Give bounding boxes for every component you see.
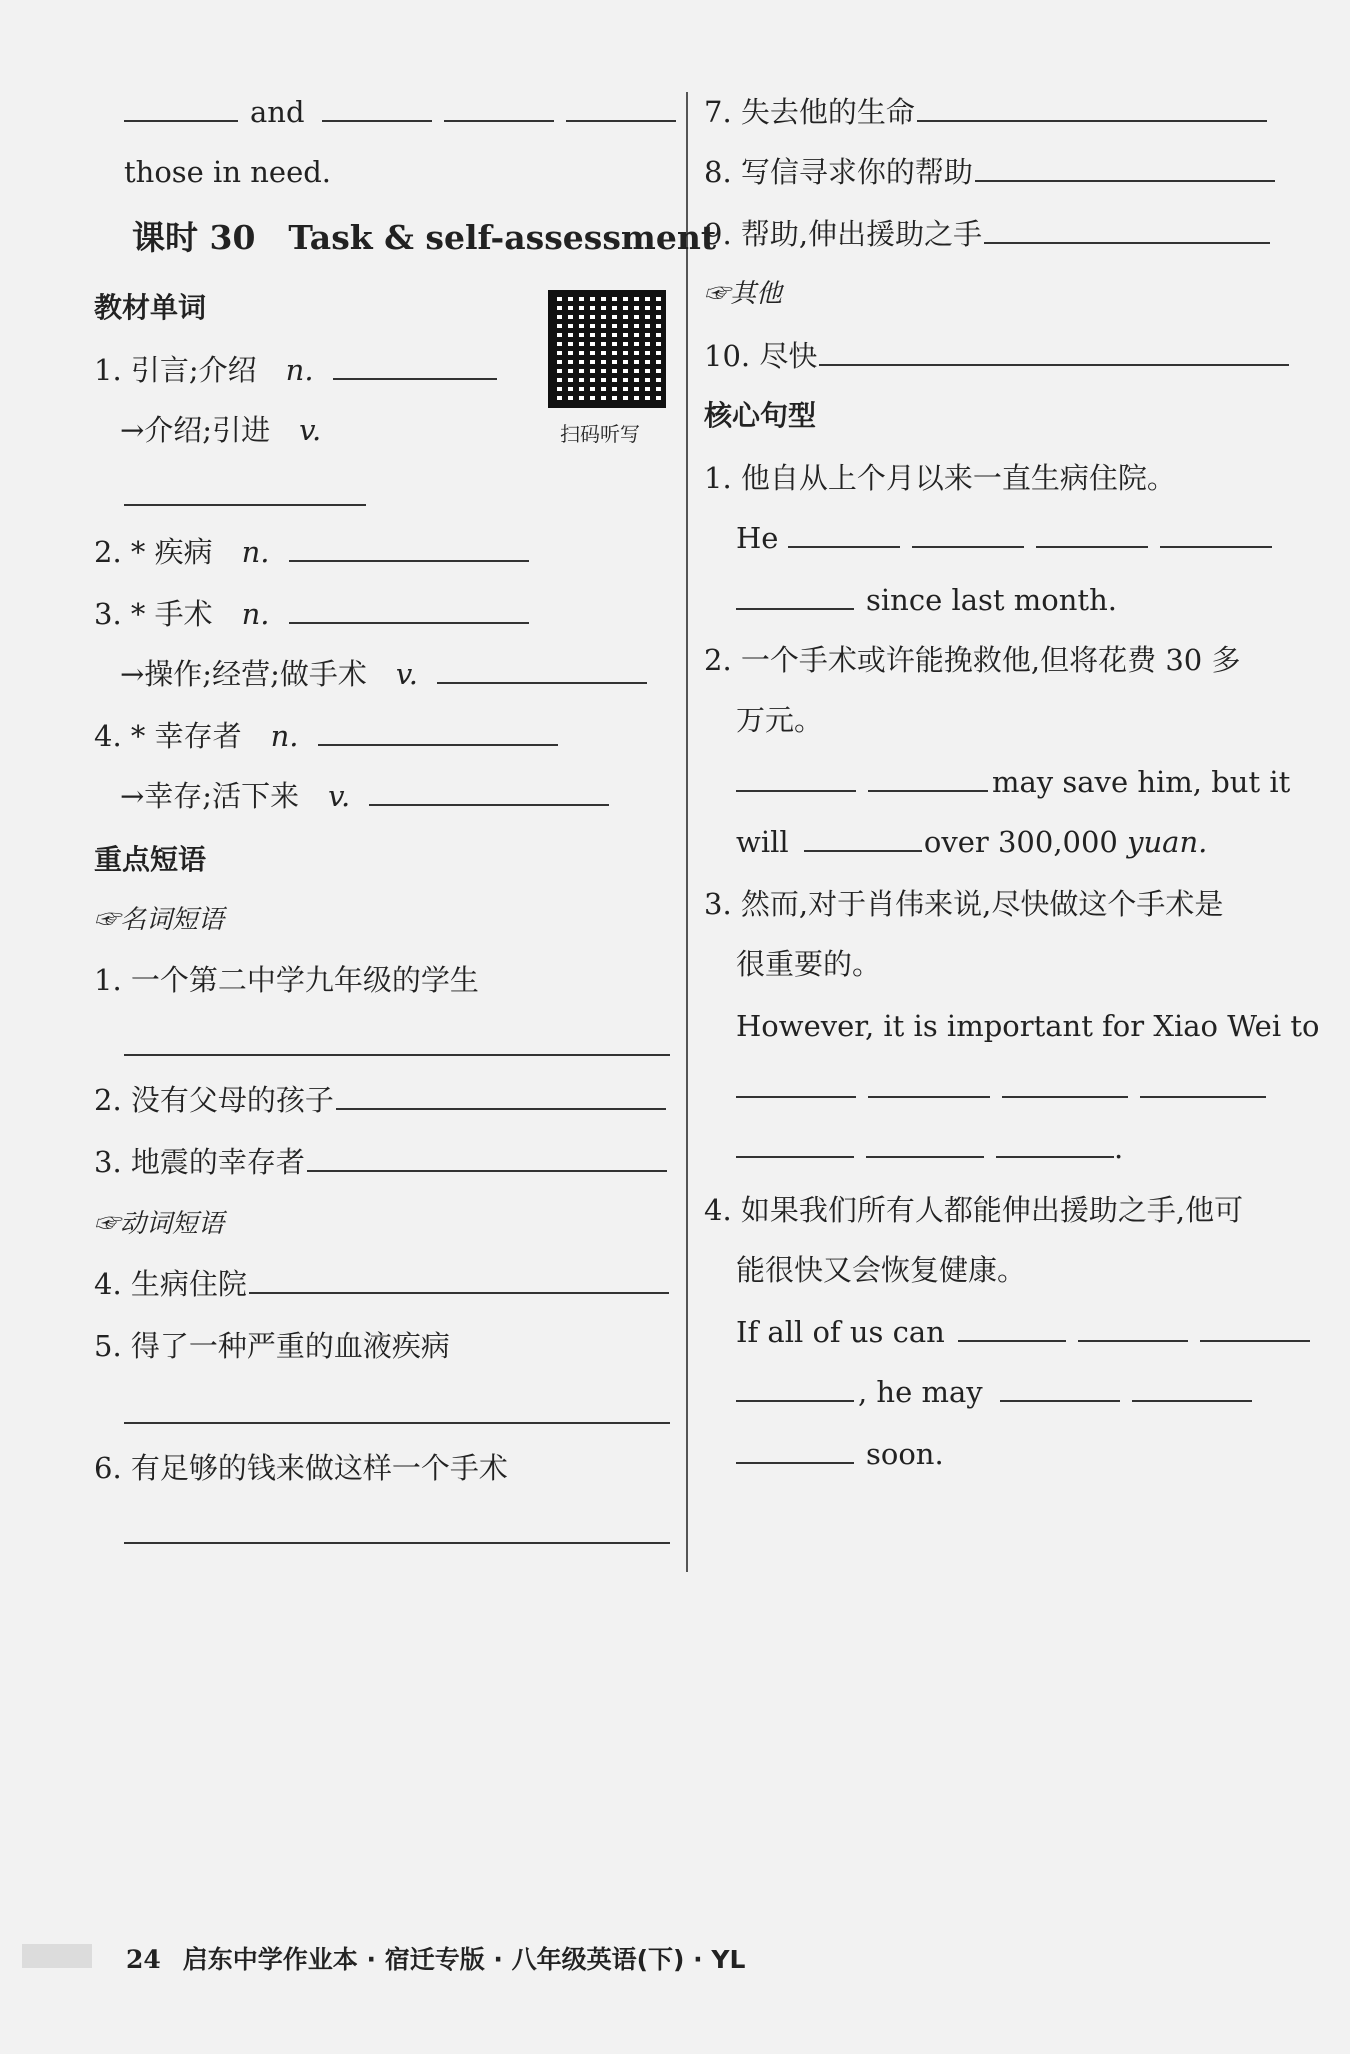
- sentence-text: If all of us can: [736, 1315, 945, 1349]
- column-divider: [686, 92, 688, 1572]
- phrase-prompt: 10. 尽快: [704, 339, 818, 373]
- answer-blank[interactable]: [336, 1080, 666, 1110]
- section-heading-sentences: 核心句型: [704, 399, 817, 432]
- answer-blank[interactable]: [124, 92, 238, 122]
- vocab-prompt: →操作;经营;做手术: [120, 657, 396, 691]
- part-of-speech: v.: [328, 779, 351, 813]
- phrase-item-7: [704, 92, 1279, 132]
- answer-blank[interactable]: [249, 1264, 669, 1294]
- answer-blank[interactable]: [124, 504, 366, 506]
- part-of-speech: v.: [299, 413, 322, 447]
- answer-blank[interactable]: [996, 1128, 1114, 1158]
- subsection-verb-phrases: ☞动词短语: [94, 1209, 225, 1239]
- answer-blank[interactable]: [1078, 1312, 1188, 1342]
- answer-blank[interactable]: [1132, 1372, 1252, 1402]
- answer-blank[interactable]: [322, 92, 432, 122]
- vocab-prompt: →幸存;活下来: [120, 779, 329, 813]
- vocab-prompt: 2. * 疾病: [94, 535, 242, 569]
- sentence-3-blanks-row-1: [736, 1068, 1266, 1108]
- answer-blank[interactable]: [1000, 1372, 1120, 1402]
- answer-blank[interactable]: [736, 1068, 856, 1098]
- sentence-1-english: [736, 518, 1272, 558]
- answer-blank[interactable]: [917, 92, 1267, 122]
- answer-blank[interactable]: [866, 1128, 984, 1158]
- sentence-text: , he may: [858, 1375, 983, 1409]
- phrase-item-2: [94, 1080, 678, 1120]
- vocab-prompt: 4. * 幸存者: [94, 719, 271, 753]
- answer-blank[interactable]: [1140, 1068, 1266, 1098]
- page-number: 24: [126, 1945, 161, 1974]
- sentence-1-english-end: [736, 580, 1117, 620]
- answer-blank[interactable]: [444, 92, 554, 122]
- answer-blank[interactable]: [868, 1068, 990, 1098]
- sentence-2-english-end: [736, 822, 1207, 862]
- sentence-2-english: [736, 762, 1290, 802]
- part-of-speech: n.: [270, 719, 299, 753]
- answer-blank[interactable]: [984, 214, 1270, 244]
- sentence-4-english: [736, 1312, 1310, 1352]
- answer-blank[interactable]: [958, 1312, 1066, 1342]
- qr-caption: 扫码听写: [560, 422, 640, 446]
- answer-blank[interactable]: [124, 1542, 670, 1544]
- sentence-text: will: [736, 825, 789, 859]
- answer-blank[interactable]: [437, 654, 647, 684]
- answer-blank[interactable]: [736, 580, 854, 610]
- book-title: 启东中学作业本 · 宿迁专版 · 八年级英语(下) · YL: [182, 1945, 746, 1974]
- phrase-item-9: [704, 214, 1282, 254]
- answer-blank[interactable]: [819, 336, 1289, 366]
- answer-blank[interactable]: [1200, 1312, 1310, 1342]
- sentence-4-english-end: [736, 1434, 944, 1474]
- vocab-item-1-derived: [120, 410, 321, 450]
- sentence-text: soon.: [866, 1437, 944, 1471]
- answer-blank[interactable]: [736, 762, 856, 792]
- phrase-prompt: 7. 失去他的生命: [704, 95, 915, 129]
- answer-blank[interactable]: [333, 350, 497, 380]
- sentence-3-chinese: 3. 然而,对于肖伟来说,尽快做这个手术是: [704, 887, 1224, 921]
- answer-blank[interactable]: [289, 594, 529, 624]
- sentence-text: .: [1114, 1131, 1124, 1165]
- phrase-item-8: [704, 152, 1287, 192]
- vocab-item-3: [94, 594, 541, 634]
- answer-blank[interactable]: [124, 1422, 670, 1424]
- sentence-4-chinese: 4. 如果我们所有人都能伸出援助之手,他可: [704, 1193, 1244, 1227]
- vocab-item-2: [94, 532, 541, 572]
- phrase-item-1: 1. 一个第二中学九年级的学生: [94, 963, 479, 997]
- sentence-1-chinese: 1. 他自从上个月以来一直生病住院。: [704, 461, 1176, 495]
- vocab-item-3-derived: [120, 654, 659, 694]
- vocab-item-4: [94, 716, 570, 756]
- answer-blank[interactable]: [566, 92, 676, 122]
- subsection-other: ☞其他: [704, 279, 783, 309]
- section-heading-phrases: 重点短语: [94, 843, 207, 876]
- vocab-prompt: 3. * 手术: [94, 597, 242, 631]
- part-of-speech: n.: [241, 535, 270, 569]
- lesson-title: 课时 30 Task & self-assessment: [132, 218, 717, 257]
- answer-blank[interactable]: [736, 1128, 854, 1158]
- phrase-prompt: 9. 帮助,伸出援助之手: [704, 217, 983, 251]
- page-footer: [126, 1940, 745, 1976]
- part-of-speech: n.: [241, 597, 270, 631]
- answer-blank[interactable]: [804, 822, 922, 852]
- vocab-prompt: 1. 引言;介绍: [94, 353, 286, 387]
- part-of-speech: n.: [285, 353, 314, 387]
- sentence-text: yuan.: [1127, 825, 1208, 859]
- sentence-4-english-mid: [736, 1372, 1264, 1412]
- phrase-item-4: [94, 1264, 681, 1304]
- sentence-text: since last month.: [866, 583, 1117, 617]
- answer-blank[interactable]: [1002, 1068, 1128, 1098]
- phrase-prompt: 3. 地震的幸存者: [94, 1145, 305, 1179]
- phrase-item-10: [704, 336, 1301, 376]
- answer-blank[interactable]: [1036, 518, 1148, 548]
- answer-blank[interactable]: [1160, 518, 1272, 548]
- subsection-noun-phrases: ☞名词短语: [94, 905, 225, 935]
- sentence-text: may save him, but it: [992, 765, 1291, 799]
- vocab-item-4-derived: [120, 776, 621, 816]
- answer-blank[interactable]: [975, 152, 1275, 182]
- sentence-2-chinese-cont: 万元。: [736, 703, 824, 737]
- sentence-3-chinese-cont: 很重要的。: [736, 947, 882, 981]
- vocab-item-1: [94, 350, 509, 390]
- phrase-prompt: 4. 生病住院: [94, 1267, 247, 1301]
- answer-blank[interactable]: [318, 716, 558, 746]
- section-heading-vocab: 教材单词: [94, 291, 207, 324]
- and-text: and: [250, 95, 305, 129]
- sentence-text: He: [736, 521, 779, 555]
- sentence-3-blanks-row-2: [736, 1128, 1123, 1168]
- answer-blank[interactable]: [736, 1434, 854, 1464]
- phrase-item-3: [94, 1142, 679, 1182]
- vocab-prompt: →介绍;引进: [120, 413, 300, 447]
- phrase-item-6: 6. 有足够的钱来做这样一个手术: [94, 1451, 508, 1485]
- sentence-4-chinese-cont: 能很快又会恢复健康。: [736, 1253, 1027, 1287]
- sentence-2-chinese: 2. 一个手术或许能挽救他,但将花费 30 多: [704, 643, 1241, 677]
- continued-line: [124, 92, 688, 132]
- answer-blank[interactable]: [289, 532, 529, 562]
- phrase-prompt: 8. 写信寻求你的帮助: [704, 155, 973, 189]
- answer-blank[interactable]: [912, 518, 1024, 548]
- phrase-prompt: 2. 没有父母的孩子: [94, 1083, 334, 1117]
- qr-code[interactable]: [548, 290, 666, 408]
- answer-blank[interactable]: [788, 518, 900, 548]
- those-in-need: those in need.: [124, 155, 332, 189]
- answer-blank[interactable]: [307, 1142, 667, 1172]
- phrase-item-5: 5. 得了一种严重的血液疾病: [94, 1329, 450, 1363]
- answer-blank[interactable]: [369, 776, 609, 806]
- answer-blank[interactable]: [124, 1054, 670, 1056]
- answer-blank[interactable]: [736, 1372, 854, 1402]
- sentence-3-english: However, it is important for Xiao Wei to: [736, 1009, 1320, 1043]
- page-mark: [22, 1944, 92, 1968]
- sentence-text: over 300,000: [923, 825, 1118, 859]
- answer-blank[interactable]: [868, 762, 988, 792]
- part-of-speech: v.: [395, 657, 419, 691]
